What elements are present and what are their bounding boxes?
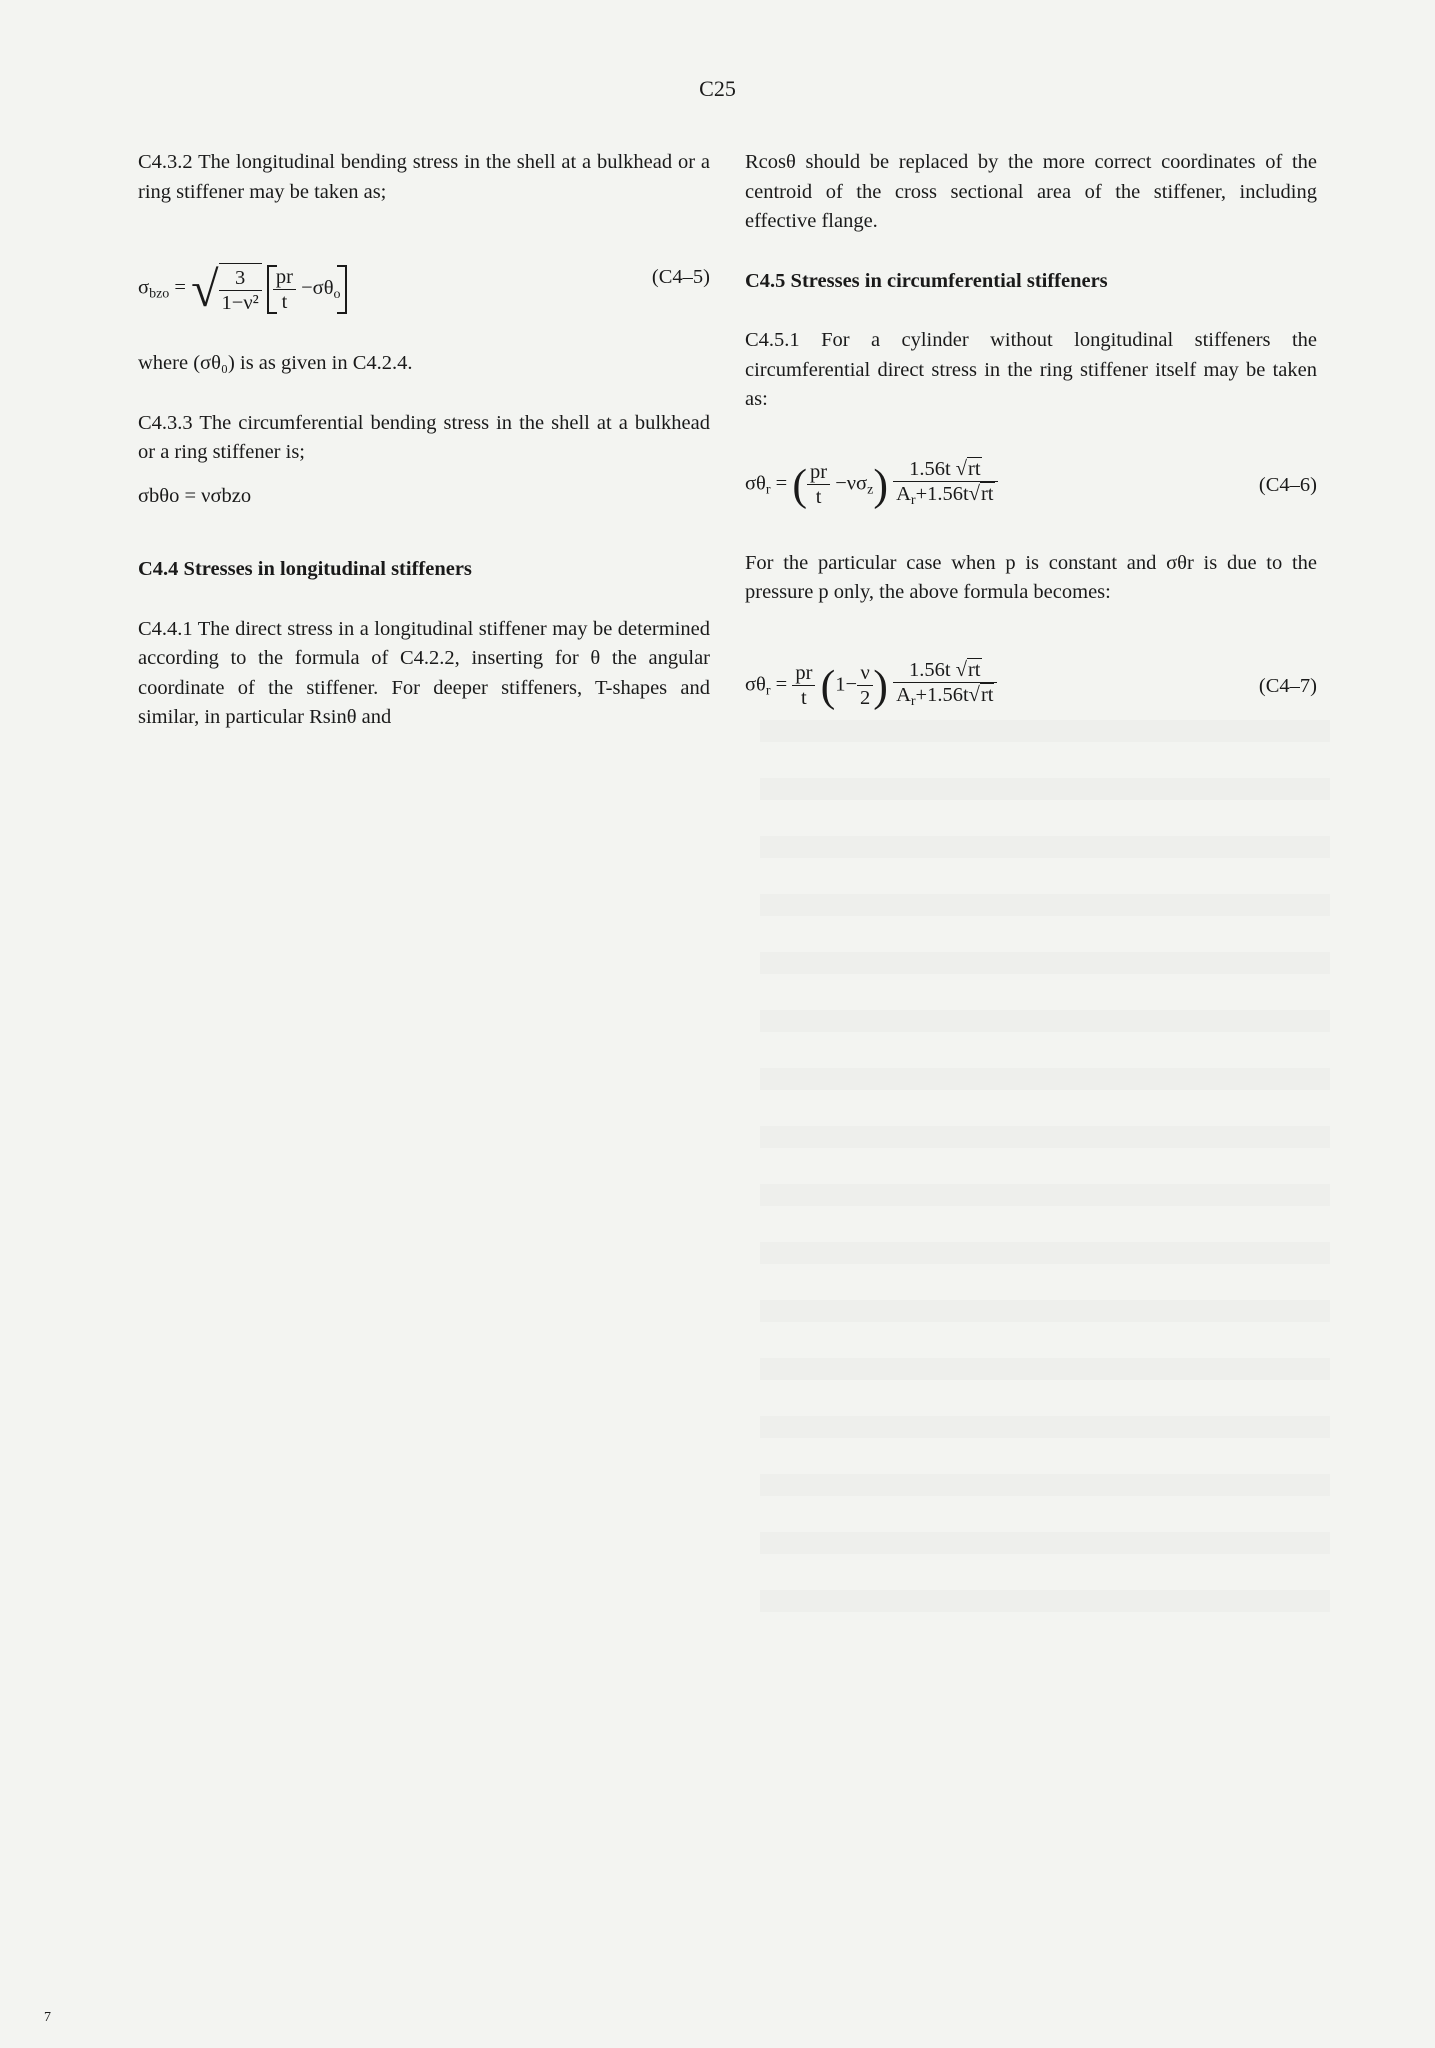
paragraph-c4-5-1: C4.5.1 For a cylinder without longitudinal stiffeners the circumferential direct stress in the ring stiffener itself may be taken as: <box>745 329 1317 410</box>
paragraph-c4-4-1: C4.4.1 The direct stress in a longitudinal stiffener may be determined according to the formula of C4.2.2, inserting for θ the angular coordinate of the stiffener. For deeper stiffeners, T-shapes and similar, in particular Rsinθ and <box>138 617 710 728</box>
paragraph-rcos: Rcosθ should be replaced by the more correct coordinates of the centroid of the cross sectional area of the stiffener, including effective flange. <box>745 151 1317 232</box>
paragraph-c4-3-2: C4.3.2 The longitudinal bending stress in the shell at a bulkhead or a ring stiffener may be taken as; <box>138 151 710 203</box>
equation-label: (C4–6) <box>1258 473 1317 496</box>
paragraph-particular-case: For the particular case when p is constant and σθr is due to the pressure p only, the above formula becomes: <box>745 551 1317 603</box>
equation-c4-7-body: $\sigma\theta_r$ = $\frac{pr}{t}$ (1− $\frac{\nu}{2}$ ) $\frac{1.56t √rt}{A_r+1.56t√rt}$ <box>745 658 997 714</box>
right-column <box>745 148 1317 736</box>
bleed-through-shadow <box>760 720 1330 1620</box>
page-number: C25 <box>699 76 736 101</box>
equation-c4-6-body: $\sigma\theta_r$ = ( $\frac{pr}{t}$ $-\nu\sigma_z$) $\frac{1.56t √rt}{A_r+1.56t√rt}$ <box>745 457 998 513</box>
equation-sigma-b-theta: σbθo = νσbzo <box>138 484 252 507</box>
paragraph-where: where (σθ₀) is as given in C4.2.4. <box>138 352 413 374</box>
equation-label: (C4–5) <box>651 266 710 288</box>
equation-c4-7 <box>745 632 1317 736</box>
footer-mark: 7 <box>44 2010 51 2025</box>
left-column <box>138 148 710 733</box>
equation-label: (C4–7) <box>1258 674 1317 697</box>
paragraph-c4-3-3: C4.3.3 The circumferential bending stress in the shell at a bulkhead or a ring stiffener is; <box>138 411 710 463</box>
heading-c4-5: C4.5 Stresses in circumferential stiffeners <box>745 269 1108 292</box>
heading-c4-4: C4.4 Stresses in longitudinal stiffeners <box>138 558 472 580</box>
equation-c4-6 <box>745 431 1317 535</box>
equation-c4-5 <box>138 233 710 323</box>
equation-c4-5-body: $\sigma_{bzo}$ = √ $\frac{3}{\text{1−ν²}}$ $\frac{pr}{t}$ $-\sigma\theta_o$ <box>138 263 347 315</box>
